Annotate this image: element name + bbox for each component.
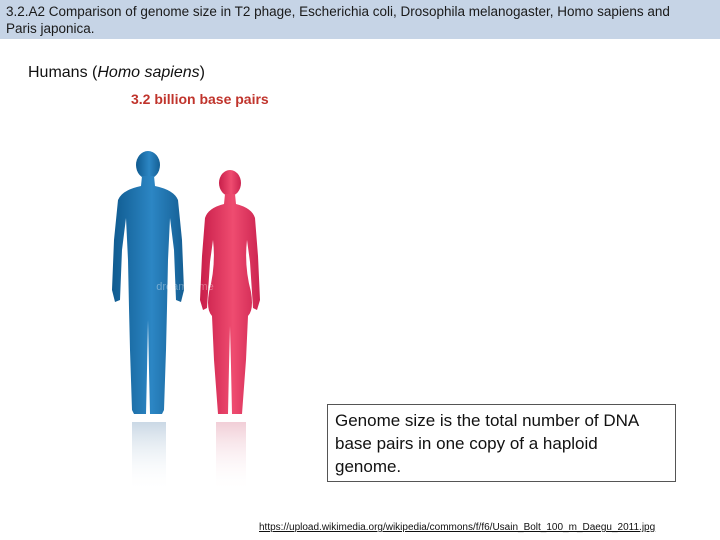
image-watermark: dreamstime — [156, 281, 214, 293]
header-bar — [0, 0, 720, 39]
base-pairs-label: 3.2 billion base pairs — [131, 91, 269, 107]
definition-box: Genome size is the total number of DNA base pairs in one copy of a haploid genome. — [327, 404, 676, 482]
image-source-link[interactable]: https://upload.wikimedia.org/wikipedia/commons/f/f6/Usain_Bolt_100_m_Daegu_2011.jpg — [259, 522, 656, 533]
silhouette-reflections — [132, 422, 246, 492]
section-heading — [28, 63, 205, 83]
heading-species: Homo sapiens — [97, 64, 200, 81]
heading-prefix: Humans ( — [28, 64, 98, 81]
heading-suffix: ) — [199, 64, 205, 81]
slide-title: 3.2.A2 Comparison of genome size in T2 phage, Escherichia coli, Drosophila melanogaster, Homo sapiens and Paris japonica. — [6, 4, 670, 36]
human-silhouettes-image — [70, 140, 300, 500]
